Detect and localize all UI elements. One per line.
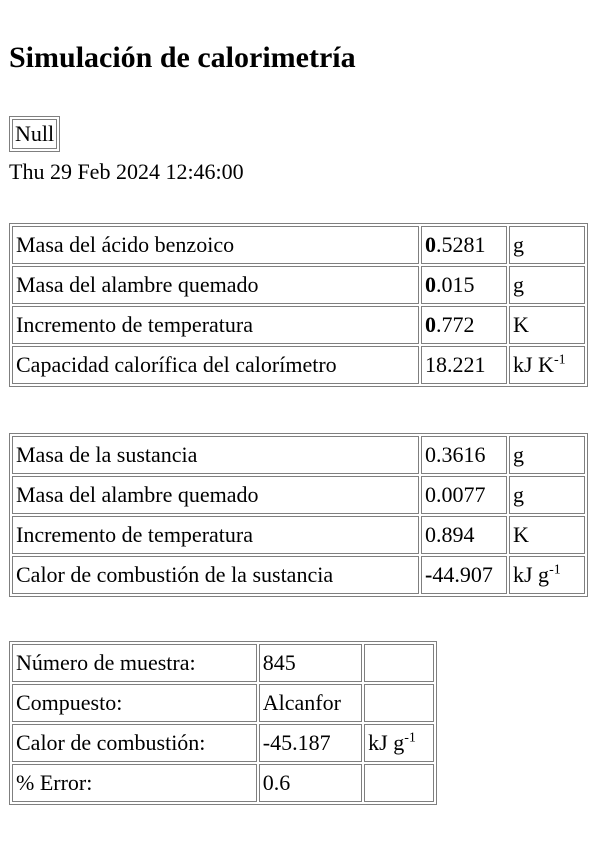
value-rest: 0.894: [425, 522, 475, 547]
row-value: [421, 476, 507, 514]
table-row: [12, 476, 585, 514]
row-label: % Error:: [12, 764, 257, 802]
table-row: [12, 266, 585, 304]
value-rest: .015: [436, 272, 475, 297]
unit-text: g: [513, 482, 524, 507]
table-row: [12, 306, 585, 344]
value-rest: 0.0077: [425, 482, 486, 507]
row-value: [421, 516, 507, 554]
row-label: Incremento de temperatura: [12, 306, 419, 344]
row-label: Capacidad calorífica del calorímetro: [12, 346, 419, 384]
table-row: [12, 346, 585, 384]
value-rest: .5281: [436, 232, 486, 257]
row-value: 0.6: [259, 764, 362, 802]
row-value: Alcanfor: [259, 684, 362, 722]
sample-table: [9, 433, 588, 597]
row-label: Número de muestra:: [12, 644, 257, 682]
row-unit: [364, 644, 434, 682]
page-title: Simulación de calorimetría: [9, 41, 356, 74]
calibration-table: [9, 223, 588, 387]
table-row: [12, 764, 434, 802]
row-value: [421, 346, 507, 384]
unit-text: g: [513, 442, 524, 467]
row-label: Masa del ácido benzoico: [12, 226, 419, 264]
row-value: [421, 266, 507, 304]
table-row: [12, 644, 434, 682]
unit-text: K: [513, 522, 529, 547]
row-unit: [509, 516, 585, 554]
row-unit: [509, 476, 585, 514]
row-unit: [509, 226, 585, 264]
row-label: Masa del alambre quemado: [12, 266, 419, 304]
value-lead: 0: [425, 232, 436, 257]
unit-text: g: [513, 232, 524, 257]
row-unit: [509, 436, 585, 474]
row-unit: [509, 266, 585, 304]
table-row: [12, 724, 434, 762]
row-value: [421, 556, 507, 594]
value-lead: 0: [425, 312, 436, 337]
row-value: [421, 226, 507, 264]
value-rest: 44.907: [432, 562, 493, 587]
value-lead: -: [425, 562, 433, 587]
unit-text: kJ g: [368, 730, 405, 755]
results-table: [9, 641, 437, 805]
row-label: Masa del alambre quemado: [12, 476, 419, 514]
row-value: [421, 436, 507, 474]
row-label: Masa de la sustancia: [12, 436, 419, 474]
value-lead: 0: [425, 272, 436, 297]
unit-exponent: -1: [549, 562, 561, 578]
value-rest: 0.3616: [425, 442, 486, 467]
unit-text: kJ g: [513, 562, 550, 587]
row-unit: [364, 764, 434, 802]
table-row: [12, 516, 585, 554]
value-rest: 18.221: [425, 352, 486, 377]
row-value: [421, 306, 507, 344]
unit-text: g: [513, 272, 524, 297]
row-unit: [509, 306, 585, 344]
null-button[interactable]: [9, 116, 60, 152]
value-rest: .772: [436, 312, 475, 337]
row-unit: [509, 556, 585, 594]
row-label: Calor de combustión de la sustancia: [12, 556, 419, 594]
row-unit: [364, 724, 434, 762]
row-value: -45.187: [259, 724, 362, 762]
unit-exponent: -1: [553, 352, 566, 368]
timestamp: Thu 29 Feb 2024 12:46:00: [9, 159, 244, 184]
unit-text: K: [513, 312, 529, 337]
null-button-label: Null: [12, 119, 57, 149]
row-unit: [364, 684, 434, 722]
row-label: Compuesto:: [12, 684, 257, 722]
row-unit: [509, 346, 585, 384]
row-label: Incremento de temperatura: [12, 516, 419, 554]
table-row: [12, 436, 585, 474]
row-value: 845: [259, 644, 362, 682]
table-row: [12, 556, 585, 594]
unit-exponent: -1: [404, 730, 416, 746]
unit-text: kJ K: [513, 352, 554, 377]
row-label: Calor de combustión:: [12, 724, 257, 762]
table-row: [12, 684, 434, 722]
table-row: [12, 226, 585, 264]
